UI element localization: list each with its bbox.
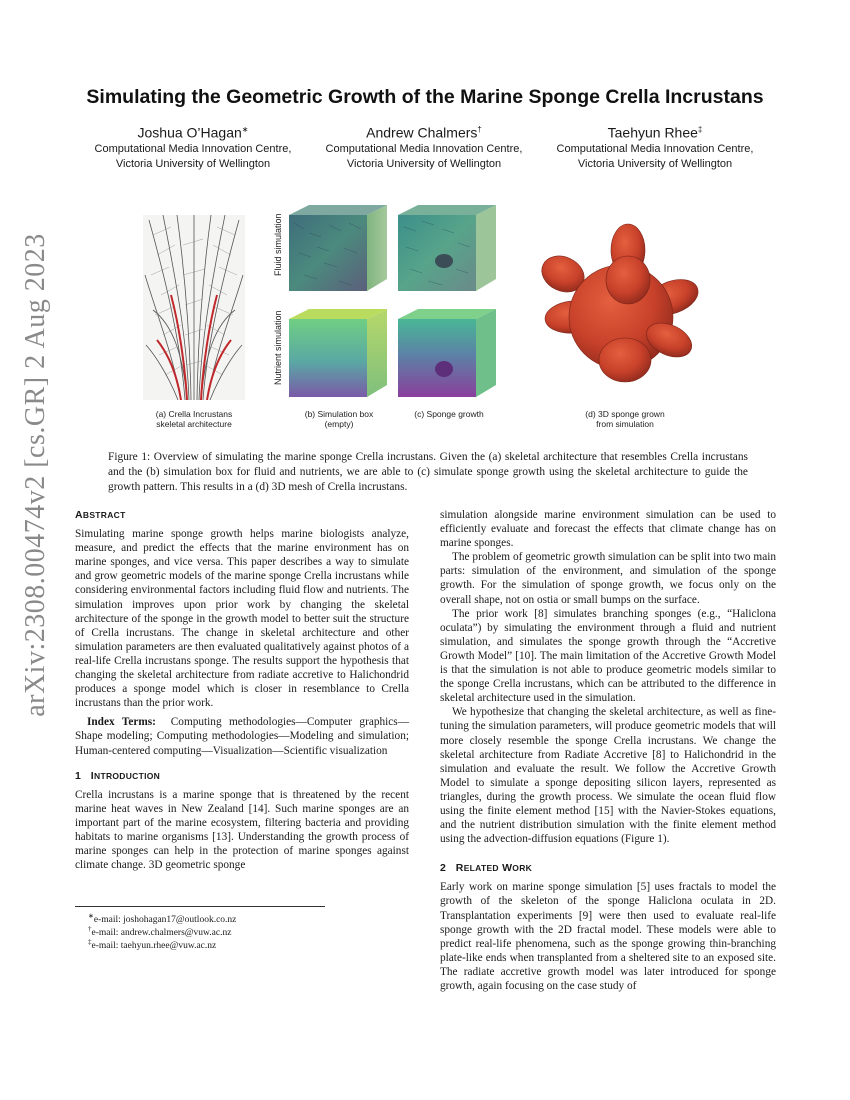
author-affiliation: Computational Media Innovation Centre, [325,142,523,155]
intro-paragraph-1: Crella incrustans is a marine sponge that is threatened by the recent marine heat waves in New Zealand [14]. Such marine sponges are an important part of the marine ecosystem, filtering bacteria and providing habitats to marine organisms [13]. Understanding the growth process of marine sponges can help in the protection of marine sponges against climate change. 3D geometric sponge [75,788,409,872]
nutrient-simulation-box-empty [289,307,389,397]
left-column [75,508,409,872]
author-mark: ∗ [241,125,249,134]
author-affiliation: Victoria University of Wellington [577,157,733,170]
panel-c-label: (c) Sponge growth [414,409,484,419]
author-mark: ‡ [697,125,703,134]
nutrient-simulation-box-sponge [398,307,498,397]
figure-caption: Figure 1: Overview of simulating the marine sponge Crella incrustans. Given the (a) skeletal architecture that resembles Crella incrustans and the (b) simulation box for fluid and nutrients, we are able to (c) simulate sponge growth using the skeletal architecture to guide the growth pattern. This results in a (d) 3D mesh of Crella incrustans. [108,451,748,494]
footnote-1: ∗e-mail: joshohagan17@outlook.co.nz [88,912,237,926]
sponge-3d-mesh-render [533,222,713,386]
fluid-simulation-label: Fluid simulation [273,213,283,276]
panel-d-label: (d) 3D sponge grown from simulation [585,409,665,429]
author-affiliation: Computational Media Innovation Centre, [556,142,754,155]
author-affiliation: Computational Media Innovation Centre, [94,142,292,155]
author-affiliation: Victoria University of Wellington [115,157,271,170]
nutrient-simulation-label: Nutrient simulation [273,310,283,385]
abstract-heading: ABSTRACT [75,509,126,521]
author-name: Andrew Chalmers [366,124,478,141]
intro-paragraph-4: We hypothesize that changing the skeletal architecture, as well as fine-tuning the simulation parameters, will produce geometric models that will more closely resemble the sponge Crella incrustans. We change the skeletal architecture from Radiate Accretive [8] to Halichondrid in the simulation and evaluate the result. We follow the Accretive Growth Model to simulate a sponge depositing silicon layers, represented as triangles, during the growth process. We simulate the ocean fluid flow using the finite element method [15] with the Navier-Stokes equations, and the nutrient distribution simulation with the finite element method using the advection-diffusion equations (Figure 1). [440,706,776,846]
fluid-simulation-box-sponge [398,203,498,291]
author-block-2 [304,121,544,172]
intro-paragraph-2: The problem of geometric growth simulation can be split into two main parts: simulation of the environment, and simulation of the sponge growth. For the simulation of sponge growth, we focus only on the overall shape, not on ostia or small bumps on the surface. [440,551,776,606]
intro-paragraph-3: The prior work [8] simulates branching sponges (e.g., “Haliclona oculata”) by simulating the environment through a fluid and nutrient simulation, and simulates the sponge growth through the “Accretive Growth Model” [10]. The main limitation of the Accretive Growth Model is that the simulation is not able to produce geometric models similar to the sponge Crella incrustans, which can be attributed to the difference in skeletal architecture used in the simulation. [440,607,776,705]
author-block-1 [73,121,313,172]
related-work-heading: 2 RELATED WORK [440,862,533,875]
author-name: Joshua O’Hagan [137,124,242,141]
index-terms: Index Terms: Computing methodologies—Computer graphics—Shape modeling; Computing methodologies—Modeling and simulation; Human-centered computing—Visualization—Scientific visualization [75,716,409,757]
panel-b-label: (b) Simulation box (empty) [304,409,374,429]
abstract-text: Simulating marine sponge growth helps marine biologists analyze, measure, and predict the effects that the marine environment has on marine sponges, and vice versa. This paper describes a way to simulate and grow geometric models of the marine sponge Crella incrustans while considering environmental factors including fluid flow and nutrients. The simulation improves upon prior work by changing the skeletal architecture of the sponge in the growth model to better suit the structure of Crella incrustans. The change in skeletal architecture and other simulation parameters are then evaluated qualitatively against photos of a real-life Crella incrustans sponge. The results support the hypothesis that changing the skeletal architecture from radiate accretive to Halichondrid produces a sponge model which is closer in resemblance to Crella incrustans than the prior work. [75,528,409,710]
panel-a-label: (a) Crella Incrustans skeletal architecture [155,409,233,429]
paper-title: Simulating the Geometric Growth of the Marine Sponge Crella Incrustans [86,86,764,108]
author-name: Taehyun Rhee [607,124,698,141]
intro-heading: 1 INTRODUCTION [75,769,161,782]
related-work-paragraph-1: Early work on marine sponge simulation [5] uses fractals to model the growth of the skeleton of the sponge Haliclona oculata in 2D. Transplantation experiments [9] were then used to evaluate real-life sponge growth with the 2D fractal model. These models were able to predict real-life phenomena, such as the sponge growing thin-branching plate-like ends when transplanted from a sheltered site to an exposed site. The radiate accretive growth model was later introduced for sponge growth, again focusing on the case study of [440,881,776,992]
footnote-2: †e-mail: andrew.chalmers@vuw.ac.nz [88,925,232,939]
footnote-3: ‡e-mail: taehyun.rhee@vuw.ac.nz [88,938,217,952]
footnote-rule [75,906,325,907]
arxiv-stamp: arXiv:2308.00474v2 [cs.GR] 2 Aug 2023 [20,233,51,717]
skeletal-architecture-image [143,215,245,400]
right-column [440,508,776,993]
author-block-3 [535,121,775,172]
author-mark: † [477,125,482,134]
intro-paragraph-1-continued: simulation alongside marine environment simulation can be used to efficiently evaluate and forecast the effects that climate change has on marine sponges. [440,509,776,550]
author-affiliation: Victoria University of Wellington [346,157,502,170]
fluid-simulation-box-empty [289,203,389,291]
